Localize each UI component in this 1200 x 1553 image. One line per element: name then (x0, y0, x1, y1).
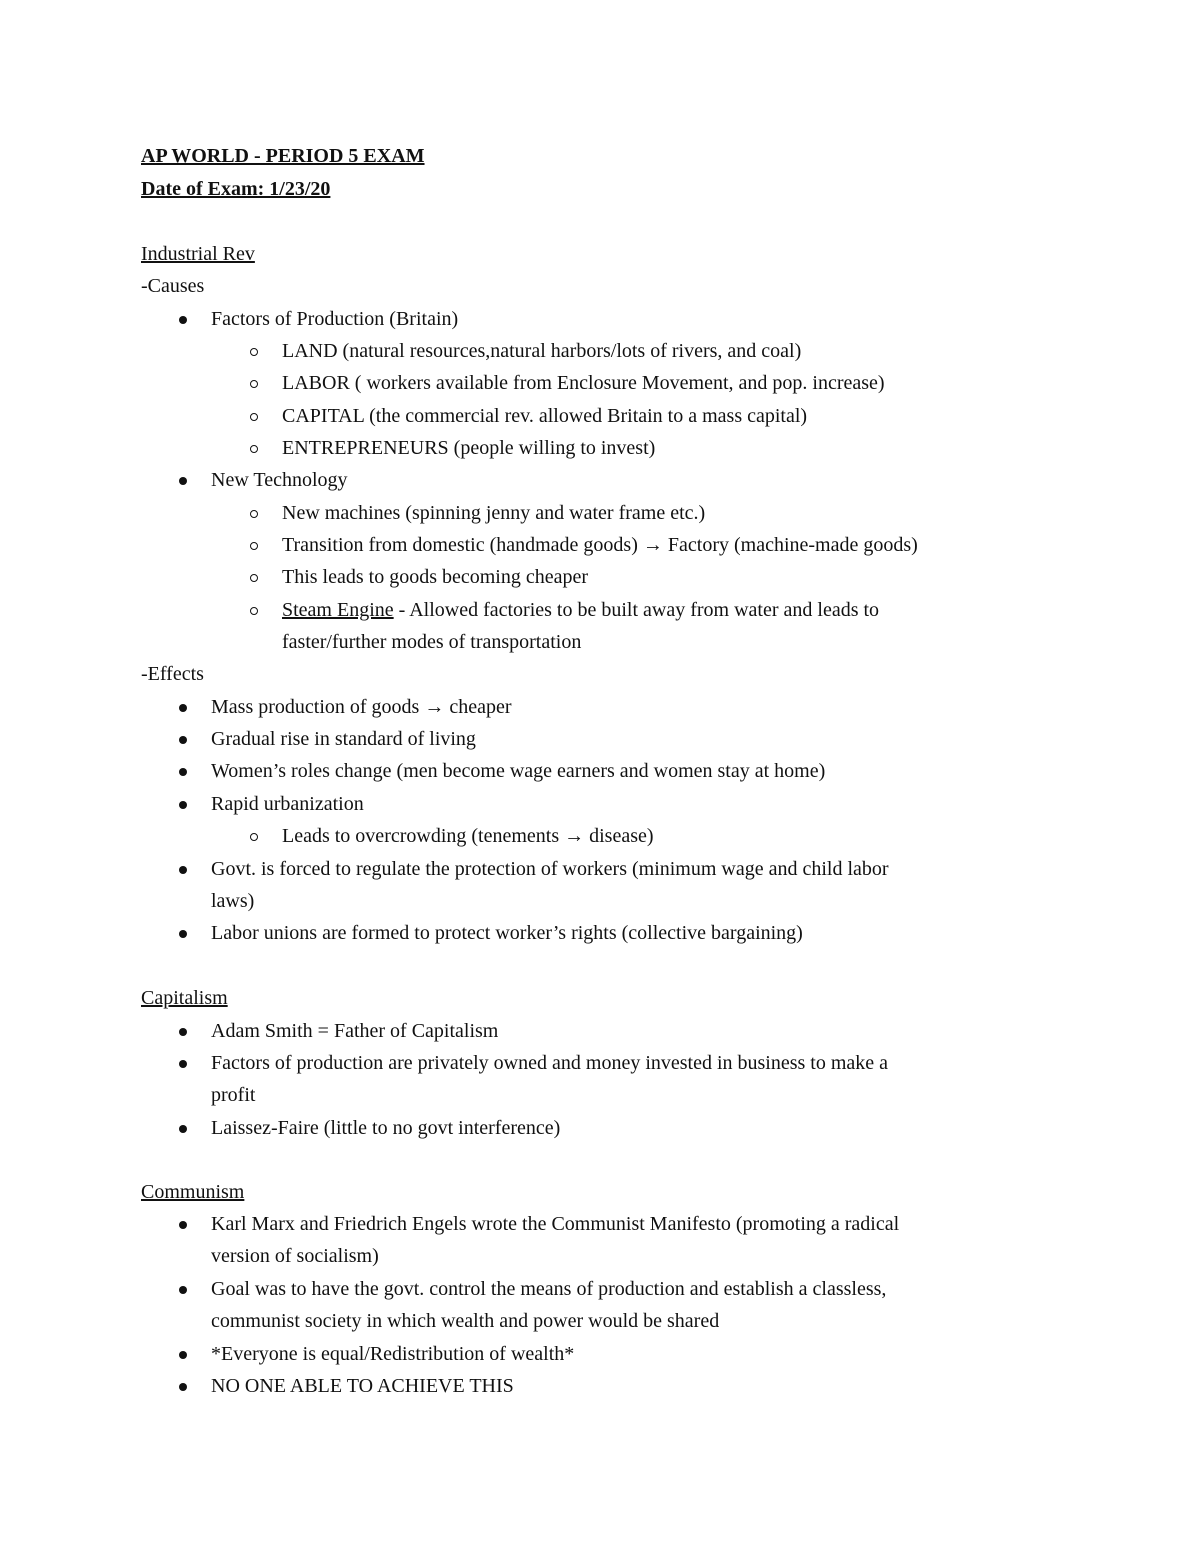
list-item-transition: Transition from domestic (handmade goods) → Factory (machine-made goods) (282, 534, 918, 556)
bullet-icon (179, 1286, 187, 1294)
list-item-overcrowd: Leads to overcrowding (tenements → disease) (282, 825, 654, 847)
list-item-cheaper: This leads to goods becoming cheaper (282, 566, 589, 588)
list-item-steam (282, 598, 879, 622)
list-item-steam-cont: faster/further modes of transportation (282, 631, 582, 653)
list-item-govt: Govt. is forced to regulate the protection of workers (minimum wage and child labor (211, 858, 889, 880)
circle-bullet-icon (250, 833, 258, 841)
list-item-equal: *Everyone is equal/Redistribution of wealth* (211, 1343, 575, 1365)
circle-bullet-icon (250, 574, 258, 582)
causes-label: -Causes (141, 275, 205, 297)
list-item-new-tech: New Technology (211, 469, 348, 491)
circle-bullet-icon (250, 607, 258, 615)
list-item-factors: Factors of Production (Britain) (211, 308, 459, 330)
list-item-laissez: Laissez-Faire (little to no govt interference) (211, 1117, 561, 1139)
steam-engine-desc: - Allowed factories to be built away from water and leads to (393, 599, 880, 621)
bullet-icon (179, 316, 187, 324)
bullet-icon (179, 1028, 187, 1036)
bullet-icon (179, 736, 187, 744)
list-item-smith: Adam Smith = Father of Capitalism (211, 1020, 499, 1042)
list-item-goal: Goal was to have the govt. control the means of production and establish a classless, (211, 1278, 887, 1300)
list-item-capital: CAPITAL (the commercial rev. allowed Britain to a mass capital) (282, 405, 808, 427)
effects-label: -Effects (141, 663, 204, 685)
list-item-factors-owned: Factors of production are privately owned and money invested in business to make a (211, 1052, 889, 1074)
bullet-icon (179, 930, 187, 938)
list-item-factors-owned-cont: profit (211, 1084, 256, 1106)
steam-engine-term: Steam Engine (282, 599, 394, 621)
circle-bullet-icon (250, 413, 258, 421)
circle-bullet-icon (250, 380, 258, 388)
section-heading-communism: Communism (141, 1181, 245, 1203)
list-item-govt-cont: laws) (211, 890, 255, 912)
list-item-standard: Gradual rise in standard of living (211, 728, 476, 750)
section-heading-capitalism: Capitalism (141, 987, 228, 1009)
bullet-icon (179, 1125, 187, 1133)
bullet-icon (179, 801, 187, 809)
bullet-icon (179, 1060, 187, 1068)
bullet-icon (179, 477, 187, 485)
circle-bullet-icon (250, 348, 258, 356)
document-title: AP WORLD - PERIOD 5 EXAM (141, 145, 425, 167)
list-item-labor: LABOR ( workers available from Enclosure Movement, and pop. increase) (282, 372, 885, 394)
bullet-icon (179, 704, 187, 712)
list-item-land: LAND (natural resources,natural harbors/lots of rivers, and coal) (282, 340, 802, 362)
exam-date: Date of Exam: 1/23/20 (141, 178, 331, 200)
bullet-icon (179, 1351, 187, 1359)
list-item-marx: Karl Marx and Friedrich Engels wrote the Communist Manifesto (promoting a radical (211, 1213, 900, 1235)
list-item-entrepreneurs: ENTREPRENEURS (people willing to invest) (282, 437, 656, 459)
list-item-marx-cont: version of socialism) (211, 1245, 379, 1267)
bullet-icon (179, 1383, 187, 1391)
list-item-women: Women’s roles change (men become wage earners and women stay at home) (211, 760, 826, 782)
list-item-unions: Labor unions are formed to protect worker’s rights (collective bargaining) (211, 922, 803, 944)
bullet-icon (179, 866, 187, 874)
list-item-mass: Mass production of goods → cheaper (211, 696, 512, 718)
section-heading-industrial: Industrial Rev (141, 243, 255, 265)
list-item-urban: Rapid urbanization (211, 793, 364, 815)
bullet-icon (179, 768, 187, 776)
bullet-icon (179, 1221, 187, 1229)
list-item-machines: New machines (spinning jenny and water frame etc.) (282, 502, 706, 524)
circle-bullet-icon (250, 445, 258, 453)
list-item-noone: NO ONE ABLE TO ACHIEVE THIS (211, 1375, 514, 1397)
list-item-goal-cont: communist society in which wealth and power would be shared (211, 1310, 720, 1332)
circle-bullet-icon (250, 510, 258, 518)
circle-bullet-icon (250, 542, 258, 550)
